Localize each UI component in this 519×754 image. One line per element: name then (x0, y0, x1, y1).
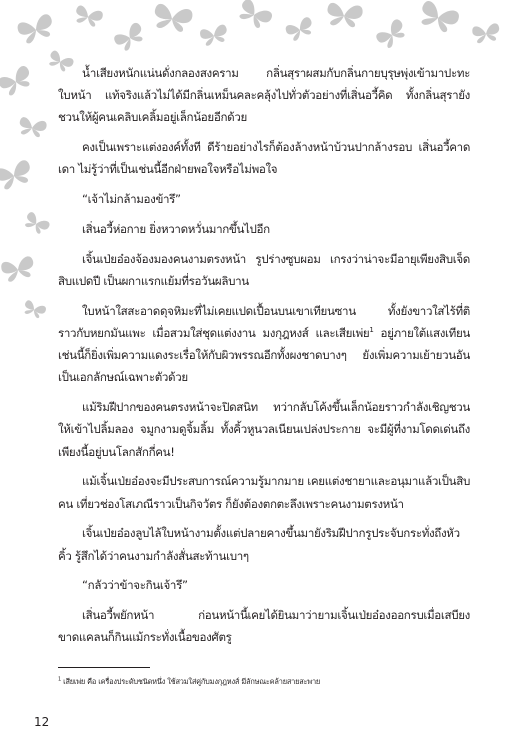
paragraph: น้ำเสียงหนักแน่นดั่งกลองสงคราม กลิ่นสุราผสมกับกลิ่นกายบุรุษพุ่งเข้ามาปะทะใบหน้า แท้จริงแล้วไม่ได้มีกลิ่นเหม็นคละคลุ้งไปทั่วตัวอย่างที่เสิ่นอวี้คิด ทั้งกลิ่นสุรายังชวนให้ผู้คนเคลิบเคลิ้มอยู่เล็กน้อยอีกด้วย (58, 66, 470, 125)
paragraph: คงเป็นเพราะแต่งองค์ทั้งที ดีร้ายอย่างไรก็ต้องล้างหน้าบ้วนปากล้างรอบ เสิ่นอวี้คาดเดา ไม่รู้ว่าที่เป็นเช่นนี้อีกฝ่ายพอใจหรือไม่พอใจ (58, 140, 470, 177)
paragraph (58, 300, 470, 389)
butterfly-icon (471, 22, 501, 44)
butterfly-icon (0, 255, 37, 283)
butterfly-icon (112, 21, 147, 54)
butterfly-icon (417, 0, 461, 35)
paragraph-text: อยู่ภายใต้แสงเทียนเช่นนี้ก็ยิ่งเพิ่มความแดงระเรื่อให้กับผิวพรรณอีกทั้งผงชาดบางๆ ยังเพิ่มความเย้ายวนอันเป็นเอกลักษณ์เฉพาะตัวด้วย (58, 326, 470, 385)
paragraph: แม้ริมฝีปากของคนตรงหน้าจะปิดสนิท ทว่ากลับโค้งขึ้นเล็กน้อยราวกำลังเชิญชวนให้เข้าไปลิ้มลอง จมูกงามดูจิ้มลิ้ม ทั้งคิ้วหูนวลเนียนเปล่งประกาย จะมีผู้ที่งามโดดเด่นถึงเพียงนี้อยู่บนโลกสักกี่คน! (58, 400, 470, 459)
butterfly-icon (18, 117, 48, 139)
butterfly-icon (374, 17, 409, 51)
paragraph-text: ใบหน้าใสสะอาดดุจหิมะที่ไม่เคยแปดเปื้อนบนเขาเทียนซาน ทั้งยังขาวใสไร้ที่ติราวกับหยกมันแพะ เมื่อสวมใส่ชุดแต่งงาน มงกุฎหงส์ และเสียเพ่ย (58, 303, 470, 340)
butterfly-icon (22, 211, 51, 237)
butterfly-icon (0, 158, 35, 191)
butterfly-icon (73, 5, 104, 29)
paragraph: “กลัวว่าข้าจะกินเจ้ารึ” (82, 578, 188, 593)
footnote-marker: 1 (58, 676, 61, 683)
body-text (58, 62, 470, 649)
butterfly-icon (284, 16, 316, 43)
page-number: 12 (34, 715, 50, 729)
butterfly-icon (326, 2, 363, 28)
paragraph: เสิ่นอวี้ห่อกาย ยิ่งหวาดหวั่นมากขึ้นไปอีก (82, 222, 270, 236)
paragraph: “เจ้าไม่กล้ามองข้ารึ” (82, 192, 181, 207)
paragraph: เสิ่นอวี้พยักหน้า ก่อนหน้านี้เคยได้ยินมาว่ายามเจิ้นเป่ยอ๋องออกรบเมื่อเสบียงขาดแคลนก็กินแม้กระทั่งเนื้อของศัตรู (58, 608, 470, 645)
butterfly-icon (152, 3, 194, 33)
butterfly-icon (22, 299, 47, 319)
paragraph: แม้เจิ้นเป่ยอ๋องจะมีประสบการณ์ความรู้มากมาย เคยแต่งชายาและอนุมาแล้วเป็นสิบคน เที่ยวช่องโสเภณีราวเป็นกิจวัตร ก็ยังต้องตกตะลึงเพราะคนงามตรงหน้า (58, 474, 470, 511)
butterfly-icon (199, 23, 230, 47)
butterfly-icon (0, 64, 35, 98)
footnote-divider (58, 667, 150, 668)
paragraph: เจิ้นเป่ยอ๋องจ้องมองคนงามตรงหน้า รูปร่างซูบผอม เกรงว่าน่าจะมีอายุเพียงสิบเจ็ดสิบแปดปี เป็นผกาแรกแย้มที่รอวันผลิบาน (58, 251, 470, 288)
footnote (58, 676, 478, 687)
butterfly-icon (16, 12, 57, 45)
footnote-ref[interactable]: 1 (369, 326, 374, 335)
butterfly-icon (236, 0, 275, 32)
paragraph: เจิ้นเป่ยอ๋องลูบไล้ใบหน้างามตั้งแต่ปลายคางขึ้นมายังริมฝีปากรูประจับกระทั่งถึงหัวคิ้ว รู้สึกได้ว่าคนงามกำลังสั่นสะท้านเบาๆ (58, 526, 460, 563)
footnote-text: เสียเพ่ย คือ เครื่องประดับชนิดหนึ่ง ใช้สวมใส่คู่กับมงกุฎหงส์ มีลักษณะคล้ายสายสะพาย (60, 677, 321, 686)
